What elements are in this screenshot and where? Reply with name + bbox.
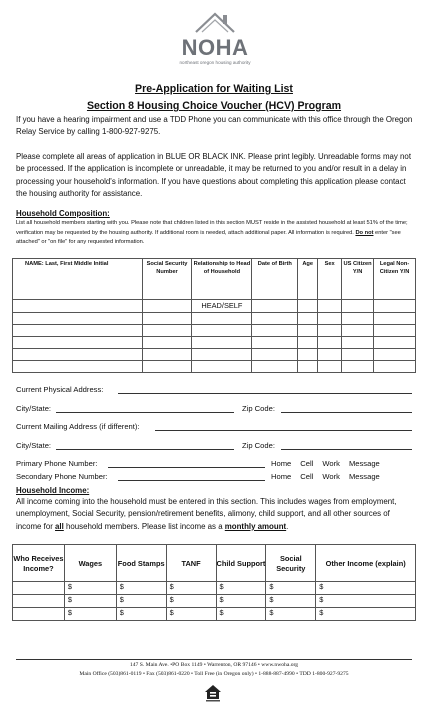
cell-input[interactable] (298, 300, 318, 313)
col-other-income: Other Income (explain) (316, 545, 416, 582)
cell-input[interactable] (374, 313, 416, 325)
currency-cell[interactable]: $ (166, 595, 216, 608)
col-dob: Date of Birth (252, 259, 298, 300)
currency-cell[interactable]: $ (116, 608, 166, 621)
zip-label: Zip Code: (242, 404, 275, 413)
cell-input[interactable] (318, 337, 342, 349)
cell-input[interactable] (13, 361, 143, 373)
household-composition-heading: Household Composition: (16, 209, 110, 218)
cell-input[interactable] (13, 313, 143, 325)
city-state-field[interactable] (56, 412, 234, 413)
primary-phone-label: Primary Phone Number: (16, 459, 98, 468)
cell-input[interactable] (13, 337, 143, 349)
physical-address-label: Current Physical Address: (16, 385, 104, 394)
currency-cell[interactable]: $ (316, 608, 416, 621)
table-row (13, 349, 416, 361)
cell-input[interactable] (342, 300, 374, 313)
table-row (13, 595, 416, 608)
cell-input[interactable] (342, 337, 374, 349)
cell-input[interactable] (142, 325, 192, 337)
income-instructions (16, 496, 416, 533)
table-row (13, 337, 416, 349)
equal-housing-opportunity-icon (203, 683, 223, 703)
instructions-paragraph: Please complete all areas of application in BLUE OR BLACK INK. Please print legibly. Unreadable forms may not be processed. If the application is incomplete or unreadable, it may be returned to you and/or result in a delay in processing your household's information. If you have questions about completing this application please contact the housing authority for assistance. (16, 152, 412, 199)
currency-cell[interactable]: $ (166, 608, 216, 621)
cell-input[interactable] (252, 300, 298, 313)
city-state-label-2: City/State: (16, 441, 52, 450)
currency-cell[interactable]: $ (266, 582, 316, 595)
cell-input[interactable] (298, 325, 318, 337)
household-table (12, 258, 416, 373)
primary-phone-type-options (271, 459, 389, 468)
cell-input[interactable] (298, 337, 318, 349)
currency-cell[interactable]: $ (216, 608, 266, 621)
currency-cell[interactable]: $ (316, 582, 416, 595)
col-us-citizen: US Citizen Y/N (342, 259, 374, 300)
option-work[interactable]: Work (322, 472, 340, 481)
income-text-c: . (286, 521, 289, 531)
mailing-address-label: Current Mailing Address (if different): (16, 422, 140, 431)
currency-cell[interactable]: $ (316, 595, 416, 608)
cell-input[interactable] (13, 608, 65, 621)
col-who-receives: Who Receives Income? (13, 545, 65, 582)
primary-phone-field[interactable] (108, 467, 265, 468)
currency-cell[interactable]: $ (64, 595, 116, 608)
tdd-notice: If you have a hearing impairment and use a TDD Phone you can communicate with this office through the Oregon Relay Service by calling 1-800-927-9275. (16, 115, 413, 137)
currency-cell[interactable]: $ (116, 595, 166, 608)
page-title: Pre-Application for Waiting List (135, 83, 293, 95)
monthly-amount-emphasis: monthly amount (224, 521, 287, 531)
currency-cell[interactable]: $ (64, 582, 116, 595)
noha-logo (170, 10, 260, 66)
cell-input[interactable] (318, 361, 342, 373)
city-state-field-2[interactable] (56, 449, 234, 450)
table-row (13, 608, 416, 621)
currency-cell[interactable]: $ (266, 595, 316, 608)
col-child-support: Child Support (216, 545, 266, 582)
income-text-a: All income coming into the household must be entered in this section. This includes wages from employment, unemployment, Social Security, pension/retirement benefits, alimony, child support, and all other sources of income for (16, 497, 397, 531)
cell-input[interactable] (192, 337, 252, 349)
option-message[interactable]: Message (348, 459, 380, 468)
col-legal-non-citizen: Legal Non-Citizen Y/N (374, 259, 416, 300)
cell-input[interactable] (374, 361, 416, 373)
col-social-security: Social Security (266, 545, 316, 582)
household-header-row (13, 259, 416, 300)
cell-input[interactable] (374, 300, 416, 313)
secondary-phone-label: Secondary Phone Number: (16, 472, 108, 481)
col-food-stamps: Food Stamps (116, 545, 166, 582)
cell-input[interactable] (374, 337, 416, 349)
cell-input[interactable] (142, 349, 192, 361)
currency-cell[interactable]: $ (166, 582, 216, 595)
zip-field[interactable] (281, 412, 412, 413)
cell-input[interactable] (192, 361, 252, 373)
cell-input[interactable] (142, 361, 192, 373)
option-home[interactable]: Home (271, 472, 292, 481)
footer-contacts: Main Office (503)861-0119 • Fax (503)861-0220 • Toll Free (in Oregon only) • 1-888-887-4990 • TDD 1-800-927-9275 (79, 671, 349, 677)
table-row (13, 325, 416, 337)
currency-cell[interactable]: $ (116, 582, 166, 595)
cell-input[interactable] (252, 337, 298, 349)
household-instructions-tail: enter "see attached" or "on file" for any requested information. (16, 229, 401, 245)
currency-cell[interactable]: $ (216, 595, 266, 608)
cell-input[interactable] (318, 325, 342, 337)
footer-address: 147 S. Main Ave. •PO Box 1149 • Warrenton, OR 97146 • www.nwoha.org (129, 662, 299, 668)
head-self-cell: HEAD/SELF (192, 300, 252, 313)
table-row (13, 300, 416, 313)
cell-input[interactable] (298, 313, 318, 325)
cell-input[interactable] (318, 349, 342, 361)
cell-input[interactable] (142, 300, 192, 313)
income-text-b: household members. Please list income as a (63, 521, 225, 531)
cell-input[interactable] (13, 582, 65, 595)
do-not-emphasis: Do not (355, 229, 374, 236)
cell-input[interactable] (342, 325, 374, 337)
income-header-row (13, 545, 416, 582)
cell-input[interactable] (252, 361, 298, 373)
cell-input[interactable] (252, 313, 298, 325)
cell-input[interactable] (13, 325, 143, 337)
option-work[interactable]: Work (322, 459, 340, 468)
secondary-phone-field[interactable] (118, 480, 265, 481)
zip-label-2: Zip Code: (242, 441, 275, 450)
cell-input[interactable] (192, 313, 252, 325)
cell-input[interactable] (342, 349, 374, 361)
currency-cell[interactable]: $ (216, 582, 266, 595)
cell-input[interactable] (374, 349, 416, 361)
logo-wordmark: NOHA (181, 35, 249, 60)
option-cell[interactable]: Cell (300, 459, 314, 468)
page-subtitle: Section 8 Housing Choice Voucher (HCV) Program (86, 100, 342, 112)
household-instructions-text: List all household members starting with you. Please note that children listed in this section MUST reside in the assisted household at least 51% of the time; verification may be requested by the housing authority. If additional room is needed, attach additional paper. All information is required. (16, 220, 408, 236)
secondary-phone-type-options (271, 472, 389, 481)
logo-tagline: northeast oregon housing authority (179, 60, 251, 65)
cell-input[interactable] (192, 349, 252, 361)
col-tanf: TANF (166, 545, 216, 582)
currency-cell[interactable]: $ (64, 608, 116, 621)
option-cell[interactable]: Cell (300, 472, 314, 481)
cell-input[interactable] (13, 349, 143, 361)
col-ssn: Social Security Number (142, 259, 192, 300)
col-wages: Wages (64, 545, 116, 582)
house-roof-icon (194, 10, 236, 34)
income-table (12, 544, 416, 621)
option-home[interactable]: Home (271, 459, 292, 468)
household-income-heading: Household Income: (16, 486, 90, 495)
cell-input[interactable] (13, 595, 65, 608)
physical-address-field[interactable] (118, 393, 412, 394)
cell-input[interactable] (142, 337, 192, 349)
all-emphasis: all (55, 521, 64, 531)
cell-input[interactable] (342, 313, 374, 325)
table-row (13, 313, 416, 325)
col-relationship: Relationship to Head of Household (192, 259, 252, 300)
cell-input[interactable] (318, 313, 342, 325)
mailing-address-field[interactable] (155, 430, 412, 431)
city-state-label: City/State: (16, 404, 52, 413)
zip-field-2[interactable] (281, 449, 412, 450)
table-row (13, 582, 416, 595)
option-message[interactable]: Message (348, 472, 380, 481)
footer-divider (16, 659, 412, 660)
cell-input[interactable] (298, 361, 318, 373)
currency-cell[interactable]: $ (266, 608, 316, 621)
cell-input[interactable] (192, 325, 252, 337)
col-age: Age (298, 259, 318, 300)
cell-input[interactable] (252, 349, 298, 361)
household-instructions (16, 219, 418, 248)
cell-input[interactable] (142, 313, 192, 325)
cell-input[interactable] (252, 325, 298, 337)
table-row (13, 361, 416, 373)
cell-input[interactable] (342, 361, 374, 373)
col-name: NAME: Last, First Middle Initial (13, 259, 143, 300)
col-sex: Sex (318, 259, 342, 300)
cell-input[interactable] (13, 300, 143, 313)
cell-input[interactable] (374, 325, 416, 337)
cell-input[interactable] (318, 300, 342, 313)
cell-input[interactable] (298, 349, 318, 361)
